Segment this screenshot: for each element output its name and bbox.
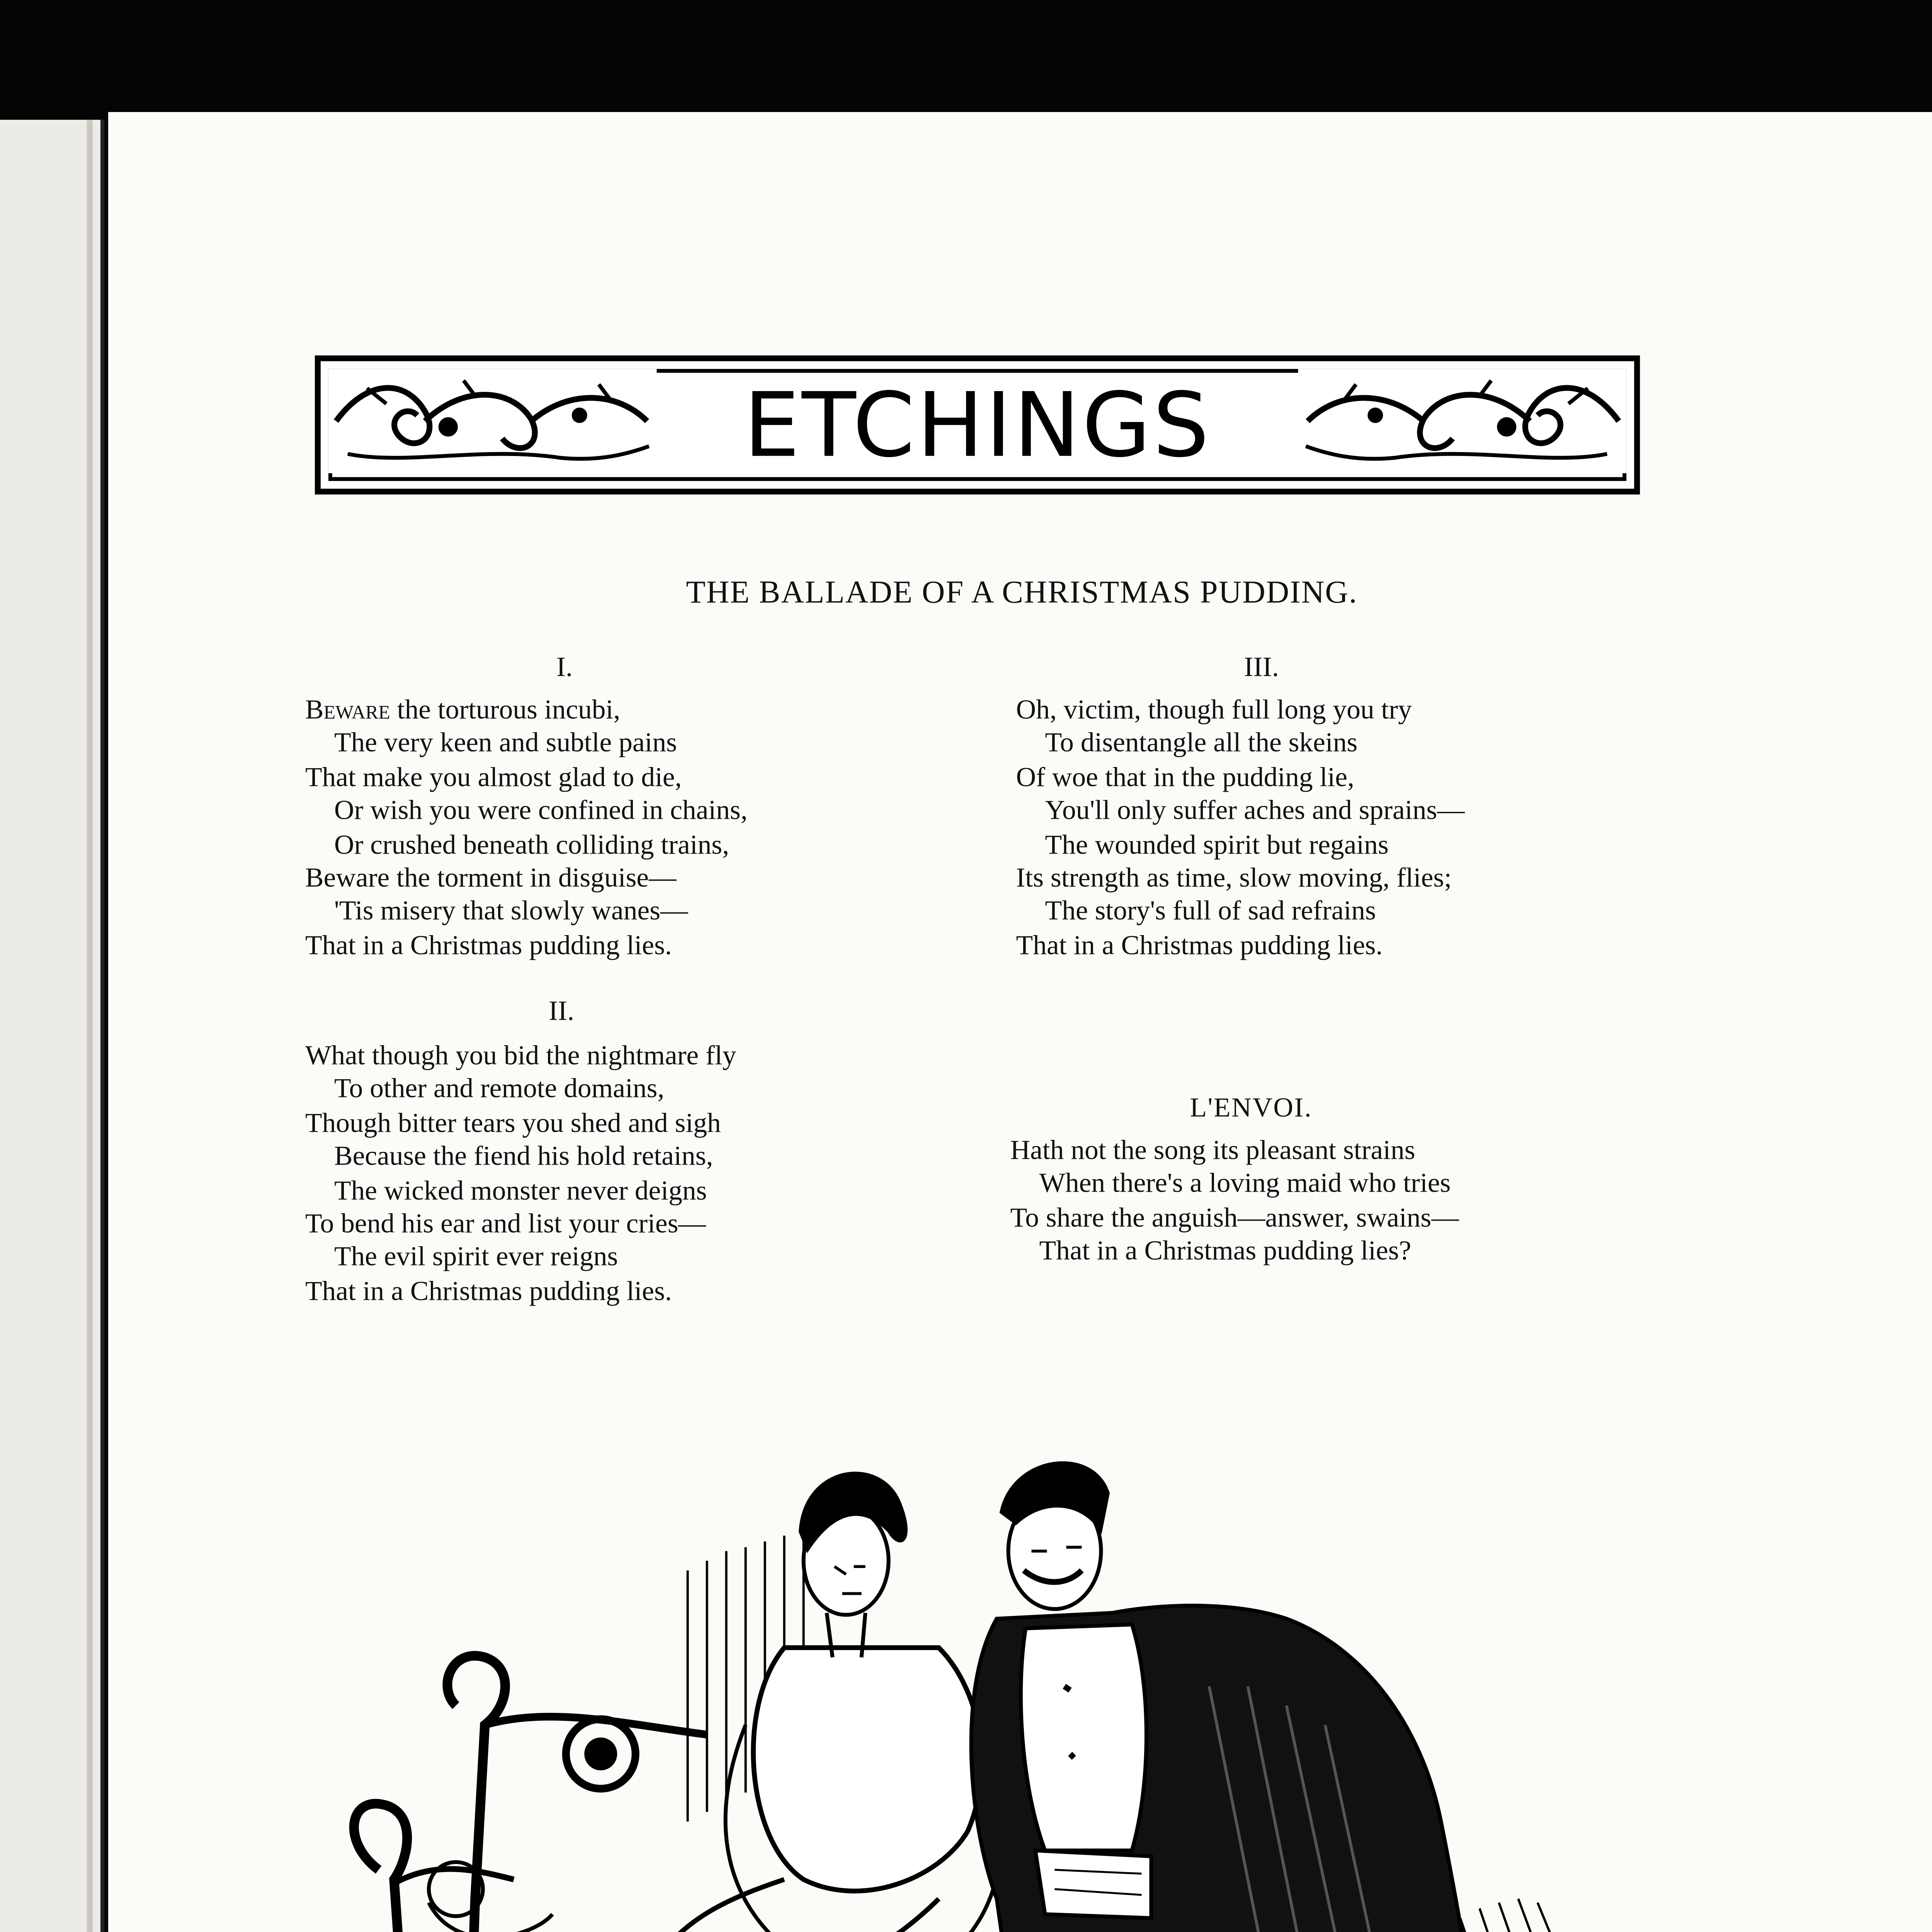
stanza-line: The wounded spirit but regains (1045, 830, 1389, 861)
stanza-numeral-2: II. (548, 997, 575, 1028)
stanza-numeral-1: I. (556, 653, 573, 684)
stanza-line: Oh, victim, though full long you try (1016, 695, 1412, 726)
stanza-line: The very keen and subtle pains (334, 729, 677, 760)
stanza-line: 'Tis misery that slowly wanes— (334, 897, 688, 928)
stanza-line: The story's full of sad refrains (1045, 897, 1376, 928)
stanza-line: When there's a loving maid who tries (1039, 1169, 1451, 1201)
stanza-1 (305, 696, 748, 964)
magazine-page (108, 112, 1932, 1932)
stanza-line: Hath not the song its pleasant strains (1010, 1136, 1415, 1167)
stanza-line: Or wish you were confined in chains, (334, 796, 748, 827)
stanza-numeral-3: III. (1244, 653, 1279, 684)
envoi-heading: L'ENVOI. (1190, 1093, 1313, 1124)
stanza-line: That in a Christmas pudding lies. (1016, 930, 1383, 962)
stanza-line: That in a Christmas pudding lies. (305, 930, 672, 962)
stanza-line: That in a Christmas pudding lies. (305, 1276, 672, 1308)
page-title: ETCHINGS (743, 372, 1211, 477)
left-page-edge (0, 120, 104, 1932)
stanza-line: The evil spirit ever reigns (334, 1243, 618, 1274)
stanza-line: Or crushed beneath colliding trains, (334, 830, 729, 861)
stanza-line: What though you bid the nightmare fly (305, 1041, 736, 1072)
envoi-stanza (1010, 1136, 1459, 1270)
stanza-2 (305, 1041, 736, 1310)
poem-title: THE BALLADE OF A CHRISTMAS PUDDING. (686, 573, 1358, 611)
stanza-line: To share the anguish—answer, swains— (1010, 1203, 1459, 1234)
stanza-line: That make you almost glad to die, (305, 762, 682, 794)
stanza-line: That in a Christmas pudding lies? (1039, 1236, 1412, 1268)
stanza-line: Of woe that in the pudding lie, (1016, 762, 1354, 794)
stanza-line: To bend his ear and list your cries— (305, 1209, 706, 1240)
stanza-line: To disentangle all the skeins (1045, 729, 1358, 760)
stanza-line: The wicked monster never deigns (334, 1175, 707, 1207)
stanza-line: Beware the torturous incubi, (305, 695, 621, 726)
engraving-couple-illustration (301, 1396, 1634, 1932)
stanza-line: Because the fiend his hold retains, (334, 1142, 713, 1173)
stanza-line: You'll only suffer aches and sprains— (1045, 796, 1465, 827)
etchings-banner (315, 355, 1640, 495)
stanza-line: Though bitter tears you shed and sigh (305, 1108, 721, 1139)
stanza-line: To other and remote domains, (334, 1075, 665, 1106)
stanza-3 (1016, 696, 1464, 964)
stanza-line: Its strength as time, slow moving, flies; (1016, 863, 1452, 895)
stanza-line: Beware the torment in disguise— (305, 863, 677, 895)
